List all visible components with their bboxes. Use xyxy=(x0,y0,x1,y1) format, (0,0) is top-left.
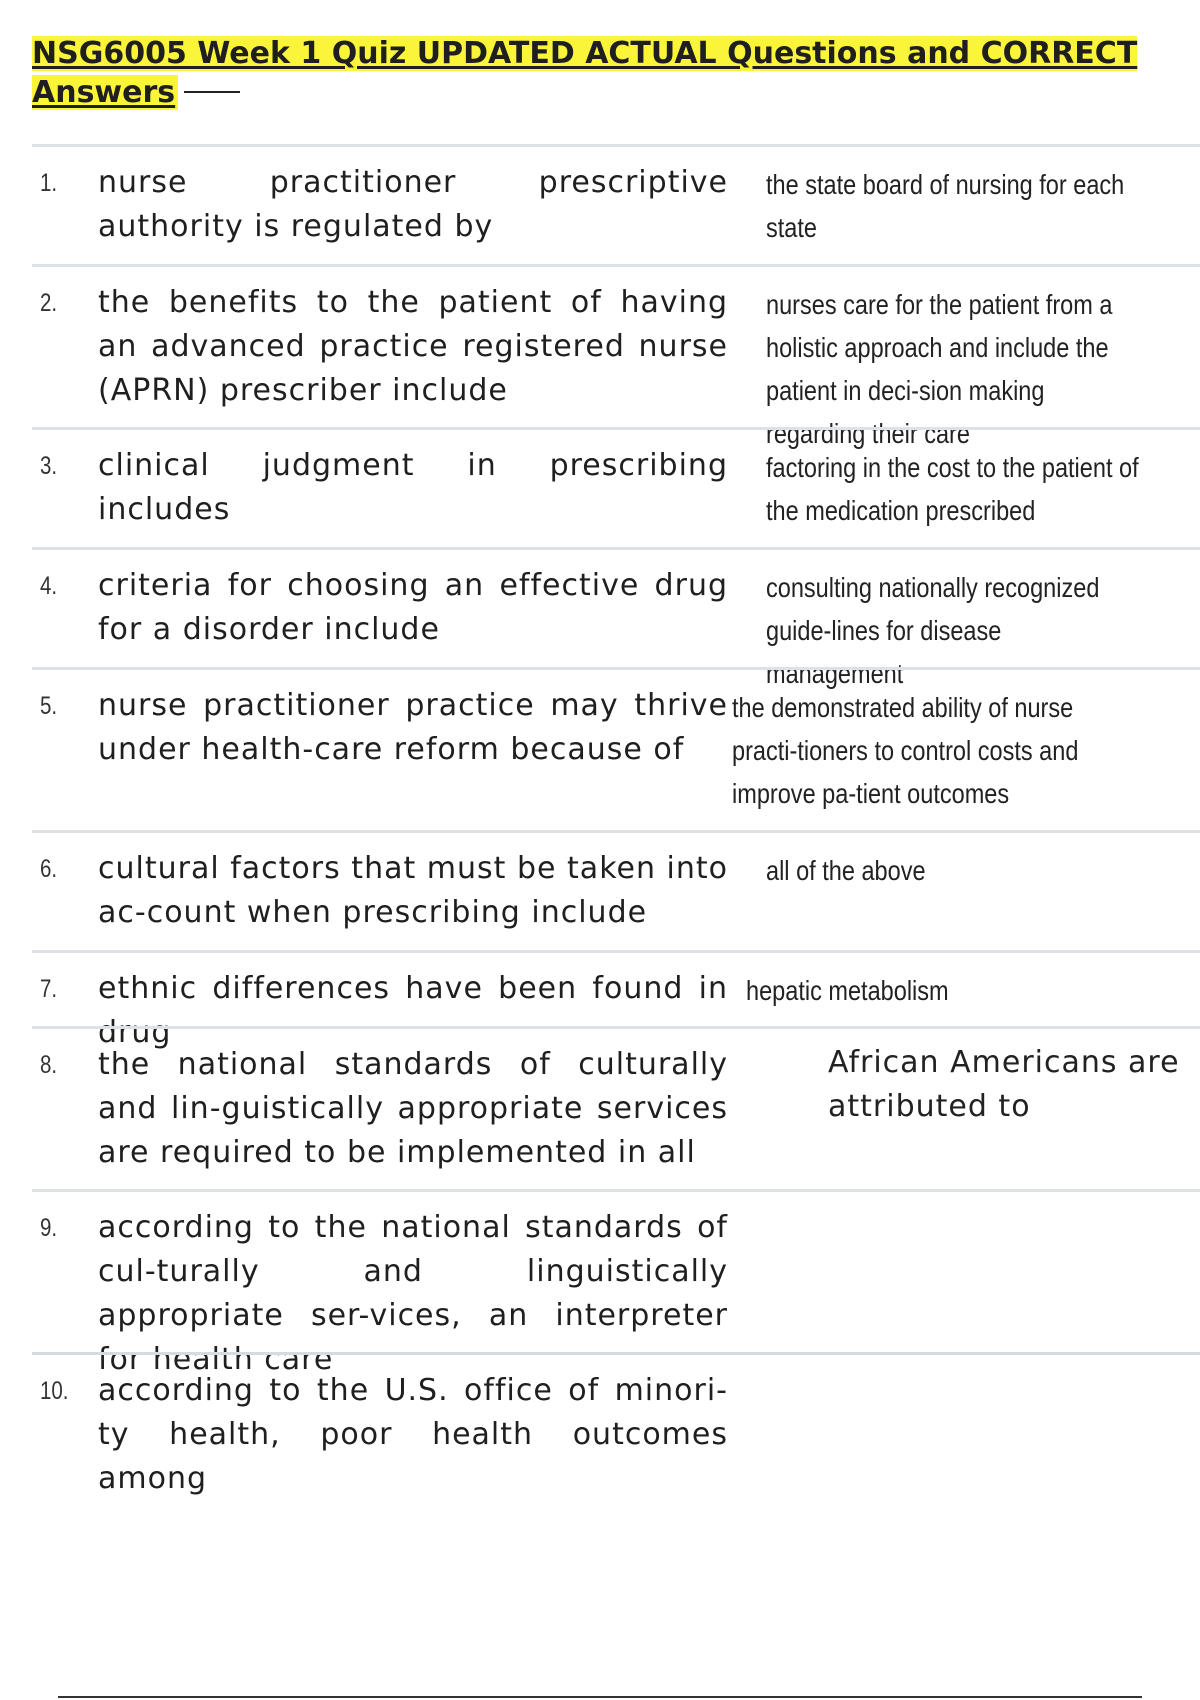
footer-rule xyxy=(58,1696,1142,1698)
item-number: 8. xyxy=(40,1051,58,1079)
title-rule xyxy=(184,91,240,93)
qa-row xyxy=(32,1352,1200,1496)
question-text: nurse practitioner practice may thrive under health-care reform because of xyxy=(98,688,728,767)
qa-row xyxy=(32,830,1200,950)
question-text: according to the national standards of cul-turally and linguistically appropriate ser-vices, an interpreter for health care xyxy=(98,1210,728,1377)
qa-row xyxy=(32,264,1200,449)
question-text: the national standards of culturally and lin-guistically appropriate services are required to be implemented in all xyxy=(98,1047,728,1170)
qa-row xyxy=(32,144,1200,264)
item-number: 1. xyxy=(40,169,58,197)
answer-text: all of the above xyxy=(766,855,926,886)
item-number: 7. xyxy=(40,975,58,1003)
qa-row xyxy=(32,1026,1200,1189)
answer-text: nurses care for the patient from a holistic approach and include the patient in deci-sion making regarding their care xyxy=(766,289,1113,449)
document-header xyxy=(32,34,1142,112)
question-text: clinical judgment in prescribing includes xyxy=(98,448,728,527)
question-text: ethnic differences have been found in drug xyxy=(98,971,728,1050)
qa-row xyxy=(32,1189,1200,1377)
qa-row xyxy=(32,547,1200,689)
qa-row xyxy=(32,667,1200,830)
qa-row xyxy=(32,427,1200,547)
item-number: 6. xyxy=(40,855,58,883)
answer-text: factoring in the cost to the patient of the medication prescribed xyxy=(766,452,1139,526)
page-title xyxy=(32,34,1142,112)
question-text: nurse practitioner prescriptive authority is regulated by xyxy=(98,165,728,244)
question-text: the benefits to the patient of having an advanced practice registered nurse (APRN) prescriber include xyxy=(98,285,728,408)
qa-row xyxy=(32,950,1200,1050)
item-number: 3. xyxy=(40,452,58,480)
question-text: according to the U.S. office of minori-ty health, poor health outcomes among xyxy=(98,1373,728,1496)
answer-text: the demonstrated ability of nurse practi-tioners to control costs and improve pa-tient outcomes xyxy=(732,692,1079,809)
answer-text: consulting nationally recognized guide-lines for disease management xyxy=(766,572,1100,689)
item-number: 9. xyxy=(40,1214,58,1242)
item-number: 10. xyxy=(40,1377,69,1405)
question-text: criteria for choosing an effective drug for a disorder include xyxy=(98,568,728,647)
question-text: cultural factors that must be taken into ac-count when prescribing include xyxy=(98,851,728,930)
answer-text: African Americans are attributed to xyxy=(828,1045,1180,1124)
qa-table xyxy=(32,144,1200,1496)
item-number: 5. xyxy=(40,692,58,720)
item-number: 4. xyxy=(40,572,58,600)
item-number: 2. xyxy=(40,289,58,317)
answer-text: hepatic metabolism xyxy=(746,975,949,1006)
answer-text: the state board of nursing for each state xyxy=(766,169,1125,243)
page-title-text: NSG6005 Week 1 Quiz UPDATED ACTUAL Questions and CORRECT Answers xyxy=(32,36,1138,110)
